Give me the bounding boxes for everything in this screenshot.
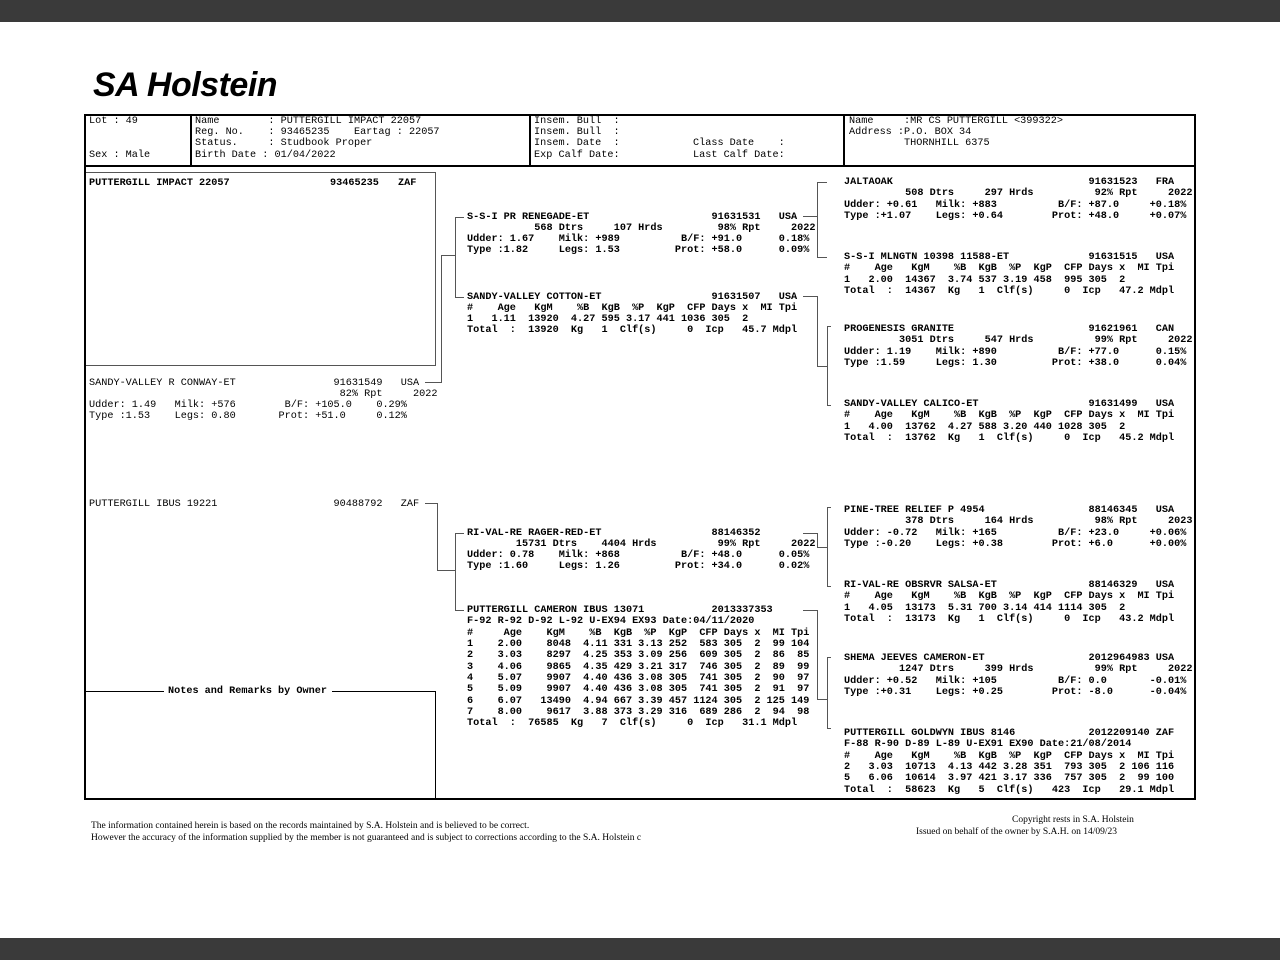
connector <box>817 547 827 548</box>
window-top-bar <box>0 0 1280 22</box>
connector <box>827 586 831 587</box>
connector <box>803 216 817 217</box>
sire-sire-line-3: Udder: 1.67 Milk: +989 B/F: +91.0 0.18% <box>467 234 810 245</box>
connector <box>441 255 455 256</box>
connector <box>827 326 828 406</box>
notes-area[interactable] <box>88 695 432 797</box>
gg2-line-3: 1 2.00 14367 3.74 537 3.19 458 995 305 2 <box>844 275 1126 286</box>
connector <box>455 297 464 298</box>
connector <box>817 257 827 258</box>
sire-line-1: SANDY-VALLEY R CONWAY-ET 91631549 USA <box>89 378 420 389</box>
animal-reg: 93465235 <box>330 178 379 189</box>
sire-line-3: Udder: 1.49 Milk: +576 B/F: +105.0 0.29% <box>89 400 407 411</box>
gg4-line-2: # Age KgM %B KgB %P KgP CFP Days x MI Tpi <box>844 410 1175 421</box>
gg3-line-3: Udder: 1.19 Milk: +890 B/F: +77.0 0.15% <box>844 347 1187 358</box>
animal-box-bottom <box>86 365 436 366</box>
header-col-divider-3 <box>843 114 845 166</box>
gg2-line-2: # Age KgM %B KgB %P KgP CFP Days x MI Tpi <box>844 263 1175 274</box>
gg1-line-1: JALTAOAK 91631523 FRA <box>844 177 1175 188</box>
gg1-line-3: Udder: +0.61 Milk: +883 B/F: +87.0 +0.18% <box>844 200 1187 211</box>
gg6-line-4: Total : 13173 Kg 1 Clf(s) 0 Icp 43.2 Mdpl <box>844 614 1175 625</box>
connector <box>455 610 464 611</box>
connector <box>827 405 831 406</box>
gg3-line-1: PROGENESIS GRANITE 91621961 CAN <box>844 324 1175 335</box>
gg7-line-1: SHEMA JEEVES CAMERON-ET 2012964983 USA <box>844 653 1175 664</box>
notes-box-top-right <box>332 691 436 692</box>
reg-number-field: Reg. No. : 93465235 Eartag : 22057 <box>195 127 440 138</box>
animal-country: ZAF <box>398 178 417 189</box>
gg5-line-1: PINE-TREE RELIEF P 4954 88146345 USA <box>844 505 1175 516</box>
connector <box>437 570 455 571</box>
connector <box>455 217 464 218</box>
lot-number: Lot : 49 <box>89 116 138 127</box>
dam-dam-total: Total : 76585 Kg 7 Clf(s) 0 Icp 31.1 Mdpl <box>467 718 798 729</box>
gg4-line-4: Total : 13762 Kg 1 Clf(s) 0 Icp 45.2 Mdpl <box>844 433 1175 444</box>
connector <box>827 326 831 327</box>
connector <box>817 333 818 367</box>
gg8-line-3: # Age KgM %B KgB %P KgP CFP Days x MI Tpi <box>844 751 1175 762</box>
dam-dam-header: # Age KgM %B KgB %P KgP CFP Days x MI Tpi <box>467 628 810 639</box>
window-bottom-bar <box>0 938 1280 960</box>
notes-box-right <box>435 691 436 800</box>
sire-dam-line-2: # Age KgM %B KgB %P KgP CFP Days x MI Tpi <box>467 303 798 314</box>
gg4-line-3: 1 4.00 13762 4.27 588 3.20 440 1028 305 2 <box>844 422 1126 433</box>
dam-dam-row: 5 5.09 9907 4.40 436 3.08 305 741 305 2 91 97 <box>467 684 810 695</box>
gg7-line-3: Udder: +0.52 Milk: +105 B/F: 0.0 -0.01% <box>844 676 1187 687</box>
connector <box>455 533 456 611</box>
gg8-line-6: Total : 58623 Kg 5 Clf(s) 423 Icp 29.1 Mdpl <box>844 785 1175 796</box>
sire-dam-line-4: Total : 13920 Kg 1 Clf(s) 0 Icp 45.7 Mdpl <box>467 325 798 336</box>
disclaimer-line-2: However the accuracy of the information supplied by the member is not guaranteed and is subject to corrections according to the S.A. Holstein c <box>91 833 642 843</box>
page-title: SA Holstein <box>93 66 278 104</box>
dam-dam-row: 7 8.00 9617 3.88 373 3.29 316 689 286 2 94 98 <box>467 707 810 718</box>
dam-dam-line-2: F-92 R-92 D-92 L-92 U-EX94 EX93 Date:04/11/2020 <box>467 616 755 627</box>
disclaimer-line-1: The information contained herein is based on the records maintained by S.A. Holstein and is believed to be correct. <box>91 821 530 831</box>
gg6-line-3: 1 4.05 13173 5.31 700 3.14 414 1114 305 2 <box>844 603 1126 614</box>
class-date: Class Date : <box>693 138 785 149</box>
animal-box-top <box>86 172 436 173</box>
connector <box>817 699 827 700</box>
gg6-line-2: # Age KgM %B KgB %P KgP CFP Days x MI Tpi <box>844 591 1175 602</box>
sire-sire-line-2: 568 Dtrs 107 Hrds 98% Rpt 2022 <box>467 223 816 234</box>
dam-sire-line-2: 15731 Dtrs 4404 Hrds 99% Rpt 2022 <box>467 539 816 550</box>
sire-line-4: Type :1.53 Legs: 0.80 Prot: +51.0 0.12% <box>89 411 407 422</box>
connector <box>803 296 817 297</box>
connector <box>455 217 456 297</box>
header-divider <box>84 165 1196 167</box>
exp-calf-date: Exp Calf Date: <box>534 150 620 161</box>
gg5-line-3: Udder: -0.72 Milk: +165 B/F: +23.0 +0.06% <box>844 528 1187 539</box>
gg1-line-2: 508 Dtrs 297 Hrds 92% Rpt 2022 <box>844 188 1193 199</box>
owner-name: Name :MR CS PUTTERGILL <399322> <box>849 116 1063 127</box>
dam-sire-line-4: Type :1.60 Legs: 1.26 Prot: +34.0 0.02% <box>467 561 810 572</box>
notes-label: Notes and Remarks by Owner <box>168 686 327 697</box>
sire-line-2: 82% Rpt 2022 <box>89 389 438 400</box>
gg2-line-1: S-S-I MLNGTN 10398 11588-ET 91631515 USA <box>844 252 1175 263</box>
gg6-line-1: RI-VAL-RE OBSRVR SALSA-ET 88146329 USA <box>844 580 1175 591</box>
connector <box>817 366 827 367</box>
gg1-line-4: Type :+1.07 Legs: +0.64 Prot: +48.0 +0.07% <box>844 211 1187 222</box>
connector <box>817 533 818 548</box>
gg7-line-4: Type :+0.31 Legs: +0.25 Prot: -8.0 -0.04% <box>844 687 1187 698</box>
dam-dam-row: 2 3.03 8297 4.25 353 3.09 256 609 305 2 86 85 <box>467 650 810 661</box>
gg2-line-4: Total : 14367 Kg 1 Clf(s) 0 Icp 47.2 Mdpl <box>844 286 1175 297</box>
connector <box>817 610 818 700</box>
status-field: Status. : Studbook Proper <box>195 138 373 149</box>
gg8-line-1: PUTTERGILL GOLDWYN IBUS 8146 2012209140 ZAF <box>844 728 1175 739</box>
last-calf-date: Last Calf Date: <box>693 150 785 161</box>
notes-box-top-left <box>86 691 164 692</box>
dam-line-1: PUTTERGILL IBUS 19221 90488792 ZAF <box>89 499 420 510</box>
connector <box>803 610 817 611</box>
gg3-line-2: 3051 Dtrs 547 Hrds 99% Rpt 2022 <box>844 335 1193 346</box>
gg3-line-4: Type :1.59 Legs: 1.30 Prot: +38.0 0.04% <box>844 358 1187 369</box>
connector <box>425 382 441 383</box>
dam-dam-row: 1 2.00 8048 4.11 331 3.13 252 583 305 2 99 104 <box>467 639 810 650</box>
connector <box>827 507 828 587</box>
owner-town: THORNHILL 6375 <box>849 138 990 149</box>
copyright-text: Copyright rests in S.A. Holstein <box>1012 815 1134 825</box>
insem-bull-2: Insem. Bull : <box>534 127 620 138</box>
sire-dam-line-3: 1 1.11 13920 4.27 595 3.17 441 1036 305 2 <box>467 314 749 325</box>
connector <box>827 507 831 508</box>
connector <box>827 657 828 729</box>
gg5-line-2: 378 Dtrs 164 Hrds 98% Rpt 2023 <box>844 516 1193 527</box>
animal-name-field: Name : PUTTERGILL IMPACT 22057 <box>195 116 422 127</box>
connector <box>455 533 464 534</box>
sex-label: Sex : Male <box>89 150 151 161</box>
gg5-line-4: Type :-0.20 Legs: +0.38 Prot: +6.0 +0.00% <box>844 539 1187 550</box>
animal-name: PUTTERGILL IMPACT 22057 <box>89 178 230 189</box>
connector <box>817 182 827 183</box>
dam-dam-row: 6 6.07 13490 4.94 667 3.39 457 1124 305 2 125 149 <box>467 696 810 707</box>
gg8-line-4: 2 3.03 10713 4.13 442 3.28 351 793 305 2 106 116 <box>844 762 1175 773</box>
sire-sire-line-4: Type :1.82 Legs: 1.53 Prot: +58.0 0.09% <box>467 245 810 256</box>
connector <box>425 503 437 504</box>
connector <box>817 182 818 258</box>
insem-date: Insem. Date : <box>534 138 620 149</box>
birth-date-field: Birth Date : 01/04/2022 <box>195 150 336 161</box>
connector <box>827 728 831 729</box>
connector <box>817 296 818 333</box>
header-col-divider-2 <box>529 114 531 166</box>
dam-dam-row: 4 5.07 9907 4.40 436 3.08 305 741 305 2 90 97 <box>467 673 810 684</box>
issued-text: Issued on behalf of the owner by S.A.H. on 14/09/23 <box>916 827 1118 837</box>
insem-bull-1: Insem. Bull : <box>534 116 620 127</box>
dam-dam-row: 3 4.06 9865 4.35 429 3.21 317 746 305 2 89 99 <box>467 662 810 673</box>
connector <box>827 657 831 658</box>
connector <box>441 255 442 383</box>
connector <box>803 533 817 534</box>
gg8-line-2: F-88 R-90 D-89 L-89 U-EX91 EX90 Date:21/08/2014 <box>844 739 1132 750</box>
header-col-divider-1 <box>190 114 192 166</box>
dam-sire-line-1: RI-VAL-RE RAGER-RED-ET 88146352 <box>467 528 761 539</box>
animal-box-right <box>435 172 436 365</box>
dam-dam-line-1: PUTTERGILL CAMERON IBUS 13071 2013337353 <box>467 605 773 616</box>
connector <box>437 503 438 571</box>
gg8-line-5: 5 6.06 10614 3.97 421 3.17 336 757 305 2 99 100 <box>844 773 1175 784</box>
gg4-line-1: SANDY-VALLEY CALICO-ET 91631499 USA <box>844 399 1175 410</box>
gg7-line-2: 1247 Dtrs 399 Hrds 99% Rpt 2022 <box>844 664 1193 675</box>
sire-dam-line-1: SANDY-VALLEY COTTON-ET 91631507 USA <box>467 292 798 303</box>
dam-sire-line-3: Udder: 0.78 Milk: +868 B/F: +48.0 0.05% <box>467 550 810 561</box>
sire-sire-line-1: S-S-I PR RENEGADE-ET 91631531 USA <box>467 212 798 223</box>
owner-address: Address :P.O. BOX 34 <box>849 127 972 138</box>
